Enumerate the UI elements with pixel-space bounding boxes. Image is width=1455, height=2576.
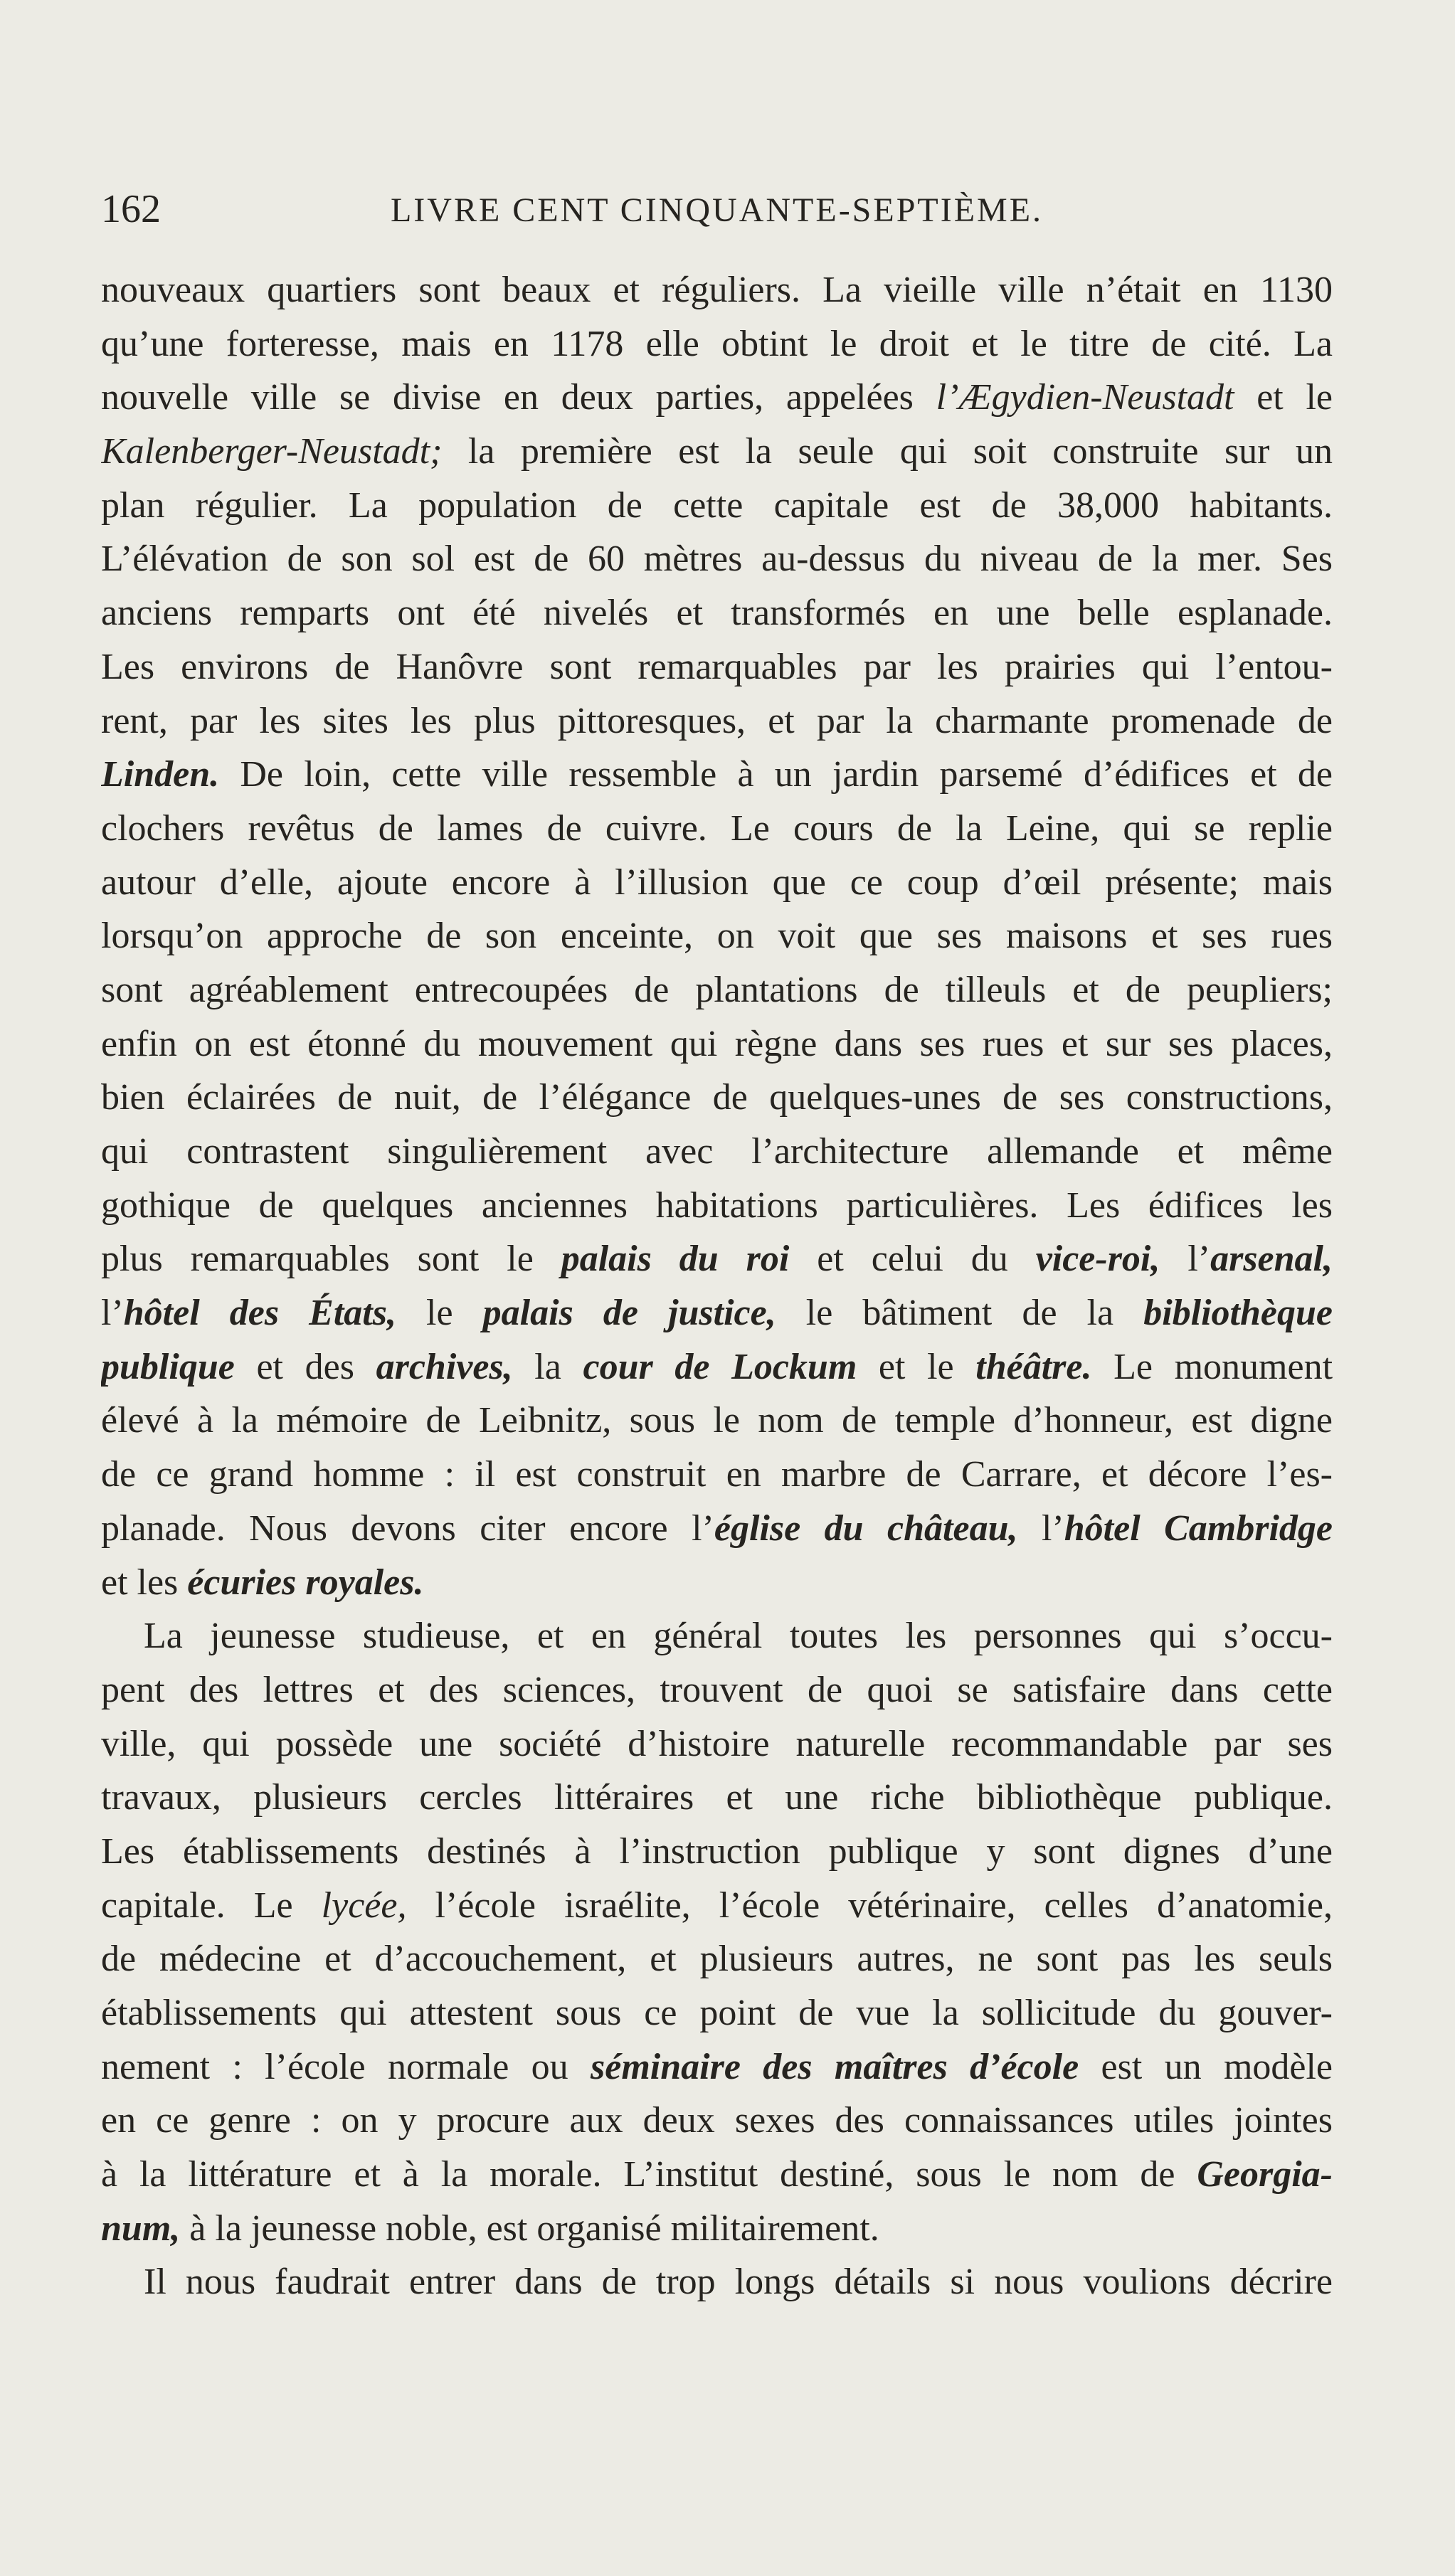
text-run: et les	[101, 1562, 188, 1603]
text-line	[101, 263, 1333, 317]
text-line	[101, 425, 1333, 479]
emphasis-run: arsenal,	[1210, 1239, 1333, 1280]
text-line	[101, 1879, 1333, 1933]
emphasis-run: palais du roi	[561, 1239, 790, 1280]
text-line	[101, 1394, 1333, 1448]
text-run: de ce grand homme : il est construit en marbre de Carrare, et décore l’es-	[101, 1454, 1333, 1495]
running-head: LIVRE CENT CINQUANTE-SEPTIÈME.	[390, 191, 1044, 229]
text-run: pent des lettres et des sciences, trouvent de quoi se satisfaire dans cette	[101, 1669, 1333, 1710]
text-run: plan régulier. La population de cette capitale est de 38,000 habitants.	[101, 484, 1333, 526]
text-line	[101, 1717, 1333, 1771]
text-line	[101, 748, 1333, 802]
text-run: le	[396, 1293, 483, 1334]
text-run: l’	[1017, 1507, 1064, 1549]
text-run: nouveaux quartiers sont beaux et réguliers. La vieille ville n’était en 1130	[101, 270, 1333, 310]
text-run: Les établissements destinés à l’instruction publique y sont dignes d’une	[101, 1830, 1333, 1872]
text-line	[101, 1179, 1333, 1233]
text-line	[101, 963, 1333, 1017]
text-run: clochers revêtus de lames de cuivre. Le cours de la Leine, qui se replie	[101, 807, 1333, 849]
text-run: capitale. Le	[101, 1885, 322, 1926]
emphasis-run: num,	[101, 2207, 181, 2249]
text-run: élevé à la mémoire de Leibnitz, sous le nom de temple d’honneur, est digne	[101, 1400, 1333, 1441]
text-line	[101, 1340, 1333, 1394]
text-run: anciens remparts ont été nivelés et transformés en une belle esplanade.	[101, 593, 1333, 634]
text-run: nement : l’école normale ou	[101, 2046, 591, 2087]
text-run: bien éclairées de nuit, de l’élégance de quelques-unes de ses constructions,	[101, 1077, 1333, 1118]
text-run: la première est la seule qui soit construite sur un	[442, 431, 1333, 472]
text-run: planade. Nous devons citer encore l’	[101, 1507, 714, 1549]
body-text	[101, 263, 1333, 2309]
text-line	[101, 1663, 1333, 1717]
text-run: lorsqu’on approche de son enceinte, on voit que ses maisons et ses rues	[101, 916, 1333, 957]
emphasis-run: publique	[101, 1346, 235, 1387]
text-line	[101, 1932, 1333, 1986]
text-line	[101, 909, 1333, 963]
text-line	[101, 2148, 1333, 2202]
emphasis-run: séminaire des maîtres d’école	[591, 2046, 1079, 2087]
emphasis-run: Kalenberger-Neustadt;	[101, 431, 443, 472]
emphasis-run: lycée,	[321, 1885, 407, 1926]
text-line	[101, 1125, 1333, 1179]
text-run: l’	[101, 1293, 124, 1334]
text-run: qu’une forteresse, mais en 1178 elle obtint le droit et le titre de cité. La	[101, 323, 1333, 364]
page-number: 162	[101, 187, 161, 231]
text-run: à la littérature et à la morale. L’institut destiné, sous le nom de	[101, 2154, 1197, 2195]
text-run: De loin, cette ville ressemble à un jardin parsemé d’édifices et de	[219, 754, 1333, 795]
text-line	[101, 802, 1333, 856]
text-line	[101, 1825, 1333, 1879]
text-line	[101, 317, 1333, 371]
text-run: en ce genre : on y procure aux deux sexes des connaissances utiles jointes	[101, 2100, 1333, 2141]
emphasis-run: écuries royales.	[187, 1562, 424, 1603]
text-line	[101, 1232, 1333, 1286]
emphasis-run: palais de justice,	[482, 1293, 776, 1334]
text-line	[101, 2094, 1333, 2148]
text-run: et des	[234, 1346, 376, 1387]
text-run: rent, par les sites les plus pittoresques, et par la charmante promenade de	[101, 700, 1333, 741]
emphasis-run: Georgia-	[1197, 2154, 1333, 2195]
text-line	[101, 1771, 1333, 1825]
text-run: et le	[857, 1346, 976, 1387]
text-line	[101, 1556, 1333, 1610]
text-run: Les environs de Hanôvre sont remarquables par les prairies qui l’entou-	[101, 646, 1333, 687]
text-run: gothique de quelques anciennes habitations particulières. Les édifices les	[101, 1184, 1333, 1226]
text-run: travaux, plusieurs cercles littéraires et une riche bibliothèque publique.	[101, 1777, 1333, 1818]
text-run: est un modèle	[1079, 2046, 1333, 2087]
text-run: autour d’elle, ajoute encore à l’illusion que ce coup d’œil présente; mais	[101, 862, 1333, 903]
text-line	[101, 2040, 1333, 2094]
text-line	[101, 1071, 1333, 1125]
text-run: l’	[1160, 1239, 1211, 1280]
text-line	[101, 856, 1333, 910]
text-run: la	[512, 1346, 583, 1387]
text-line	[101, 586, 1333, 640]
text-line	[101, 532, 1333, 586]
text-line	[101, 1286, 1333, 1340]
text-line	[101, 1986, 1333, 2040]
text-line	[101, 694, 1333, 748]
text-line	[101, 371, 1333, 425]
text-run: et celui du	[789, 1239, 1036, 1280]
text-run: plus remarquables sont le	[101, 1239, 561, 1280]
text-line	[101, 1448, 1333, 1502]
text-line	[101, 2202, 1333, 2256]
emphasis-run: théâtre.	[975, 1346, 1092, 1387]
text-run: Le monument	[1091, 1346, 1333, 1387]
text-line	[101, 1502, 1333, 1556]
emphasis-run: bibliothèque	[1143, 1293, 1333, 1334]
text-run: sont agréablement entrecoupées de plantations de tilleuls et de peupliers;	[101, 969, 1333, 1010]
text-line	[101, 640, 1333, 694]
text-run: l’école israélite, l’école vétérinaire, celles d’anatomie,	[406, 1885, 1333, 1926]
text-line	[101, 2255, 1333, 2309]
text-run: qui contrastent singulièrement avec l’architecture allemande et même	[101, 1131, 1333, 1172]
text-run: La jeunesse studieuse, et en général toutes les personnes qui s’occu-	[144, 1616, 1333, 1657]
text-run: et le	[1234, 377, 1333, 418]
emphasis-run: l’Ægydien-Neustadt	[936, 377, 1234, 418]
text-run: établissements qui attestent sous ce point de vue la sollicitude du gouver-	[101, 1993, 1333, 2033]
emphasis-run: cour de Lockum	[583, 1346, 857, 1387]
emphasis-run: Linden.	[101, 754, 220, 795]
page-header	[101, 186, 1333, 229]
text-run: nouvelle ville se divise en deux parties, appelées	[101, 377, 936, 418]
text-run: Il nous faudrait entrer dans de trop longs détails si nous voulions décrire	[144, 2262, 1333, 2303]
emphasis-run: archives,	[376, 1346, 513, 1387]
text-run: ville, qui possède une société d’histoire naturelle recommandable par ses	[101, 1723, 1333, 1764]
emphasis-run: vice-roi,	[1035, 1239, 1160, 1280]
text-run: de médecine et d’accouchement, et plusieurs autres, ne sont pas les seuls	[101, 1939, 1333, 1980]
emphasis-run: église du château,	[714, 1507, 1018, 1549]
text-line	[101, 1017, 1333, 1071]
emphasis-run: hôtel Cambridge	[1064, 1507, 1333, 1549]
text-line	[101, 1609, 1333, 1663]
text-run: à la jeunesse noble, est organisé militairement.	[180, 2207, 879, 2249]
text-run: le bâtiment de la	[776, 1293, 1144, 1334]
text-line	[101, 479, 1333, 533]
emphasis-run: hôtel des États,	[123, 1293, 396, 1334]
text-run: L’élévation de son sol est de 60 mètres au-dessus du niveau de la mer. Ses	[101, 539, 1333, 580]
text-run: enfin on est étonné du mouvement qui règne dans ses rues et sur ses places,	[101, 1023, 1333, 1064]
